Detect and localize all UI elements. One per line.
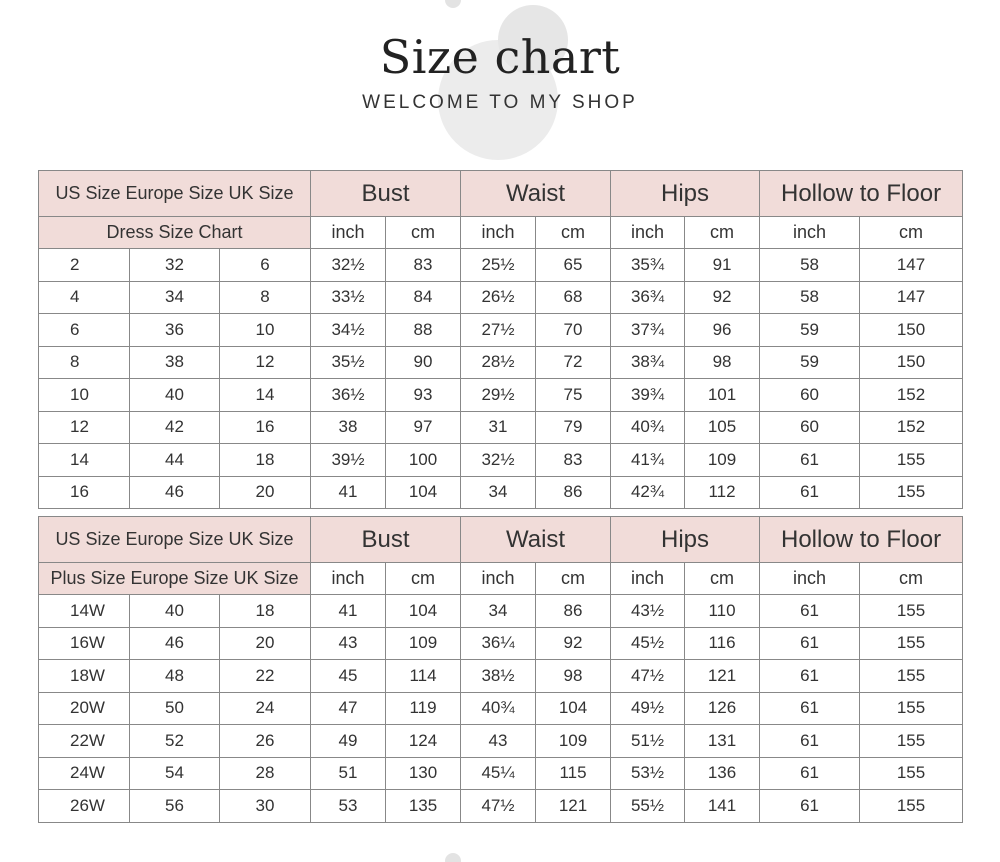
unit-cm: cm <box>685 563 760 595</box>
cell-hips-cm: 91 <box>685 249 760 282</box>
table-row <box>39 281 963 314</box>
cell-uk-size: 18 <box>220 595 311 628</box>
cell-uk-size: 6 <box>220 249 311 282</box>
table-row <box>39 692 963 725</box>
plus-size-table <box>38 516 963 823</box>
cell-hollow-to-floor-inch: 61 <box>760 660 860 693</box>
decorative-dot-top <box>445 0 461 8</box>
group-header-waist: Waist <box>461 171 611 217</box>
unit-cm: cm <box>386 217 461 249</box>
cell-hips-inch: 39¾ <box>611 379 685 412</box>
cell-uk-size: 16 <box>220 411 311 444</box>
cell-bust-cm: 114 <box>386 660 461 693</box>
unit-inch: inch <box>461 563 536 595</box>
cell-bust-cm: 109 <box>386 627 461 660</box>
unit-cm: cm <box>536 563 611 595</box>
cell-europe-size: 50 <box>130 692 220 725</box>
cell-uk-size: 22 <box>220 660 311 693</box>
cell-waist-inch: 43 <box>461 725 536 758</box>
cell-us-size: 12 <box>39 411 130 444</box>
cell-hips-cm: 136 <box>685 757 760 790</box>
table-row <box>39 627 963 660</box>
cell-hips-inch: 37¾ <box>611 314 685 347</box>
cell-bust-inch: 36½ <box>311 379 386 412</box>
cell-europe-size: 42 <box>130 411 220 444</box>
cell-waist-cm: 115 <box>536 757 611 790</box>
unit-cm: cm <box>860 217 963 249</box>
table-row <box>39 249 963 282</box>
cell-hips-cm: 92 <box>685 281 760 314</box>
table-row <box>39 725 963 758</box>
cell-waist-cm: 104 <box>536 692 611 725</box>
cell-bust-cm: 100 <box>386 444 461 477</box>
page-subtitle: WELCOME TO MY SHOP <box>362 92 638 113</box>
cell-waist-inch: 26½ <box>461 281 536 314</box>
cell-waist-cm: 98 <box>536 660 611 693</box>
cell-europe-size: 40 <box>130 595 220 628</box>
cell-hollow-to-floor-cm: 150 <box>860 346 963 379</box>
unit-cm: cm <box>685 217 760 249</box>
table-row <box>39 757 963 790</box>
cell-uk-size: 24 <box>220 692 311 725</box>
cell-waist-cm: 68 <box>536 281 611 314</box>
cell-bust-inch: 51 <box>311 757 386 790</box>
cell-europe-size: 56 <box>130 790 220 823</box>
cell-us-size: 22W <box>39 725 130 758</box>
dress-size-table-body <box>39 171 963 509</box>
table-unit-header <box>39 217 963 249</box>
cell-hips-inch: 38¾ <box>611 346 685 379</box>
cell-bust-cm: 135 <box>386 790 461 823</box>
cell-waist-cm: 83 <box>536 444 611 477</box>
decorative-dot-bottom <box>445 853 461 862</box>
cell-hollow-to-floor-cm: 155 <box>860 444 963 477</box>
cell-hips-inch: 45½ <box>611 627 685 660</box>
dress-size-chart-label: Dress Size Chart <box>39 217 311 249</box>
unit-cm: cm <box>536 217 611 249</box>
group-header-bust: Bust <box>311 517 461 563</box>
cell-hollow-to-floor-cm: 155 <box>860 757 963 790</box>
cell-hollow-to-floor-inch: 58 <box>760 281 860 314</box>
cell-hollow-to-floor-inch: 61 <box>760 444 860 477</box>
cell-us-size: 14 <box>39 444 130 477</box>
cell-hips-cm: 126 <box>685 692 760 725</box>
cell-hips-inch: 43½ <box>611 595 685 628</box>
cell-hollow-to-floor-cm: 155 <box>860 725 963 758</box>
cell-europe-size: 46 <box>130 476 220 509</box>
cell-hips-inch: 51½ <box>611 725 685 758</box>
cell-hips-cm: 121 <box>685 660 760 693</box>
cell-hollow-to-floor-cm: 155 <box>860 627 963 660</box>
table-row <box>39 595 963 628</box>
cell-europe-size: 40 <box>130 379 220 412</box>
unit-cm: cm <box>860 563 963 595</box>
unit-inch: inch <box>611 217 685 249</box>
cell-bust-cm: 104 <box>386 476 461 509</box>
cell-waist-inch: 32½ <box>461 444 536 477</box>
cell-uk-size: 18 <box>220 444 311 477</box>
cell-waist-cm: 72 <box>536 346 611 379</box>
cell-waist-cm: 70 <box>536 314 611 347</box>
unit-cm: cm <box>386 563 461 595</box>
cell-bust-inch: 41 <box>311 476 386 509</box>
cell-europe-size: 34 <box>130 281 220 314</box>
cell-us-size: 24W <box>39 757 130 790</box>
table-row <box>39 660 963 693</box>
cell-hollow-to-floor-cm: 155 <box>860 660 963 693</box>
cell-uk-size: 20 <box>220 627 311 660</box>
plus-size-chart-label: Plus Size Europe Size UK Size <box>39 563 311 595</box>
cell-hips-cm: 116 <box>685 627 760 660</box>
cell-hollow-to-floor-cm: 147 <box>860 281 963 314</box>
cell-bust-cm: 104 <box>386 595 461 628</box>
table-group-header <box>39 171 963 217</box>
cell-uk-size: 28 <box>220 757 311 790</box>
cell-waist-cm: 65 <box>536 249 611 282</box>
cell-hollow-to-floor-inch: 61 <box>760 627 860 660</box>
cell-hips-cm: 101 <box>685 379 760 412</box>
cell-hollow-to-floor-cm: 155 <box>860 595 963 628</box>
table-row <box>39 411 963 444</box>
cell-hips-cm: 96 <box>685 314 760 347</box>
cell-hips-inch: 47½ <box>611 660 685 693</box>
cell-us-size: 2 <box>39 249 130 282</box>
cell-europe-size: 48 <box>130 660 220 693</box>
cell-bust-inch: 43 <box>311 627 386 660</box>
cell-bust-inch: 49 <box>311 725 386 758</box>
group-header-hips: Hips <box>611 517 760 563</box>
cell-hips-cm: 98 <box>685 346 760 379</box>
cell-uk-size: 14 <box>220 379 311 412</box>
cell-waist-inch: 27½ <box>461 314 536 347</box>
cell-hollow-to-floor-cm: 152 <box>860 379 963 412</box>
cell-waist-inch: 29½ <box>461 379 536 412</box>
cell-hips-inch: 55½ <box>611 790 685 823</box>
cell-europe-size: 38 <box>130 346 220 379</box>
cell-bust-inch: 33½ <box>311 281 386 314</box>
cell-hollow-to-floor-inch: 61 <box>760 725 860 758</box>
cell-us-size: 20W <box>39 692 130 725</box>
cell-waist-inch: 36¼ <box>461 627 536 660</box>
plus-size-table-body <box>39 517 963 823</box>
cell-bust-cm: 93 <box>386 379 461 412</box>
cell-bust-inch: 35½ <box>311 346 386 379</box>
cell-bust-cm: 119 <box>386 692 461 725</box>
group-header-hips: Hips <box>611 171 760 217</box>
cell-hips-cm: 110 <box>685 595 760 628</box>
cell-hollow-to-floor-cm: 150 <box>860 314 963 347</box>
table-row <box>39 346 963 379</box>
cell-us-size: 8 <box>39 346 130 379</box>
table-row <box>39 790 963 823</box>
cell-hips-cm: 109 <box>685 444 760 477</box>
cell-waist-inch: 45¼ <box>461 757 536 790</box>
cell-bust-inch: 53 <box>311 790 386 823</box>
cell-waist-cm: 86 <box>536 595 611 628</box>
cell-hollow-to-floor-cm: 147 <box>860 249 963 282</box>
cell-hollow-to-floor-cm: 152 <box>860 411 963 444</box>
table-row <box>39 476 963 509</box>
cell-us-size: 10 <box>39 379 130 412</box>
cell-bust-inch: 38 <box>311 411 386 444</box>
size-systems-header: US Size Europe Size UK Size <box>39 517 311 563</box>
cell-uk-size: 30 <box>220 790 311 823</box>
cell-hips-inch: 49½ <box>611 692 685 725</box>
size-systems-header: US Size Europe Size UK Size <box>39 171 311 217</box>
cell-europe-size: 52 <box>130 725 220 758</box>
cell-waist-inch: 28½ <box>461 346 536 379</box>
cell-waist-inch: 34 <box>461 595 536 628</box>
cell-bust-cm: 88 <box>386 314 461 347</box>
cell-waist-inch: 34 <box>461 476 536 509</box>
unit-inch: inch <box>760 217 860 249</box>
cell-waist-inch: 31 <box>461 411 536 444</box>
table-row <box>39 444 963 477</box>
table-unit-header <box>39 563 963 595</box>
unit-inch: inch <box>461 217 536 249</box>
page-title: Size chart <box>379 30 621 84</box>
cell-hips-inch: 41¾ <box>611 444 685 477</box>
dress-size-table <box>38 170 963 509</box>
cell-hips-inch: 42¾ <box>611 476 685 509</box>
cell-hollow-to-floor-inch: 60 <box>760 411 860 444</box>
cell-hollow-to-floor-cm: 155 <box>860 692 963 725</box>
cell-us-size: 6 <box>39 314 130 347</box>
cell-waist-inch: 25½ <box>461 249 536 282</box>
cell-europe-size: 32 <box>130 249 220 282</box>
cell-bust-inch: 39½ <box>311 444 386 477</box>
cell-us-size: 18W <box>39 660 130 693</box>
cell-hollow-to-floor-inch: 61 <box>760 757 860 790</box>
cell-uk-size: 8 <box>220 281 311 314</box>
cell-bust-inch: 47 <box>311 692 386 725</box>
cell-hips-cm: 105 <box>685 411 760 444</box>
cell-waist-inch: 47½ <box>461 790 536 823</box>
cell-bust-inch: 41 <box>311 595 386 628</box>
table-group-header <box>39 517 963 563</box>
unit-inch: inch <box>311 217 386 249</box>
group-header-bust: Bust <box>311 171 461 217</box>
unit-inch: inch <box>311 563 386 595</box>
cell-us-size: 16 <box>39 476 130 509</box>
cell-hips-cm: 131 <box>685 725 760 758</box>
cell-hollow-to-floor-inch: 58 <box>760 249 860 282</box>
group-header-hollow-to-floor: Hollow to Floor <box>760 517 963 563</box>
cell-us-size: 4 <box>39 281 130 314</box>
cell-bust-inch: 32½ <box>311 249 386 282</box>
cell-hollow-to-floor-inch: 61 <box>760 476 860 509</box>
cell-hips-inch: 36¾ <box>611 281 685 314</box>
cell-bust-inch: 45 <box>311 660 386 693</box>
cell-us-size: 26W <box>39 790 130 823</box>
cell-hollow-to-floor-cm: 155 <box>860 790 963 823</box>
cell-waist-cm: 109 <box>536 725 611 758</box>
cell-hollow-to-floor-cm: 155 <box>860 476 963 509</box>
cell-bust-cm: 130 <box>386 757 461 790</box>
cell-hips-inch: 35¾ <box>611 249 685 282</box>
cell-us-size: 16W <box>39 627 130 660</box>
cell-hollow-to-floor-inch: 59 <box>760 346 860 379</box>
cell-europe-size: 44 <box>130 444 220 477</box>
unit-inch: inch <box>760 563 860 595</box>
cell-bust-cm: 97 <box>386 411 461 444</box>
cell-bust-inch: 34½ <box>311 314 386 347</box>
cell-hollow-to-floor-inch: 61 <box>760 595 860 628</box>
cell-waist-inch: 38½ <box>461 660 536 693</box>
cell-us-size: 14W <box>39 595 130 628</box>
cell-waist-inch: 40¾ <box>461 692 536 725</box>
cell-bust-cm: 84 <box>386 281 461 314</box>
cell-hollow-to-floor-inch: 61 <box>760 692 860 725</box>
cell-waist-cm: 79 <box>536 411 611 444</box>
cell-waist-cm: 75 <box>536 379 611 412</box>
cell-bust-cm: 83 <box>386 249 461 282</box>
cell-hollow-to-floor-inch: 60 <box>760 379 860 412</box>
unit-inch: inch <box>611 563 685 595</box>
cell-waist-cm: 86 <box>536 476 611 509</box>
cell-uk-size: 10 <box>220 314 311 347</box>
cell-uk-size: 12 <box>220 346 311 379</box>
cell-hips-inch: 40¾ <box>611 411 685 444</box>
cell-hips-inch: 53½ <box>611 757 685 790</box>
cell-hollow-to-floor-inch: 59 <box>760 314 860 347</box>
cell-hips-cm: 112 <box>685 476 760 509</box>
cell-waist-cm: 121 <box>536 790 611 823</box>
cell-hollow-to-floor-inch: 61 <box>760 790 860 823</box>
cell-europe-size: 54 <box>130 757 220 790</box>
cell-uk-size: 20 <box>220 476 311 509</box>
cell-europe-size: 36 <box>130 314 220 347</box>
cell-bust-cm: 90 <box>386 346 461 379</box>
cell-europe-size: 46 <box>130 627 220 660</box>
group-header-hollow-to-floor: Hollow to Floor <box>760 171 963 217</box>
cell-uk-size: 26 <box>220 725 311 758</box>
table-row <box>39 379 963 412</box>
cell-waist-cm: 92 <box>536 627 611 660</box>
group-header-waist: Waist <box>461 517 611 563</box>
cell-hips-cm: 141 <box>685 790 760 823</box>
table-row <box>39 314 963 347</box>
cell-bust-cm: 124 <box>386 725 461 758</box>
